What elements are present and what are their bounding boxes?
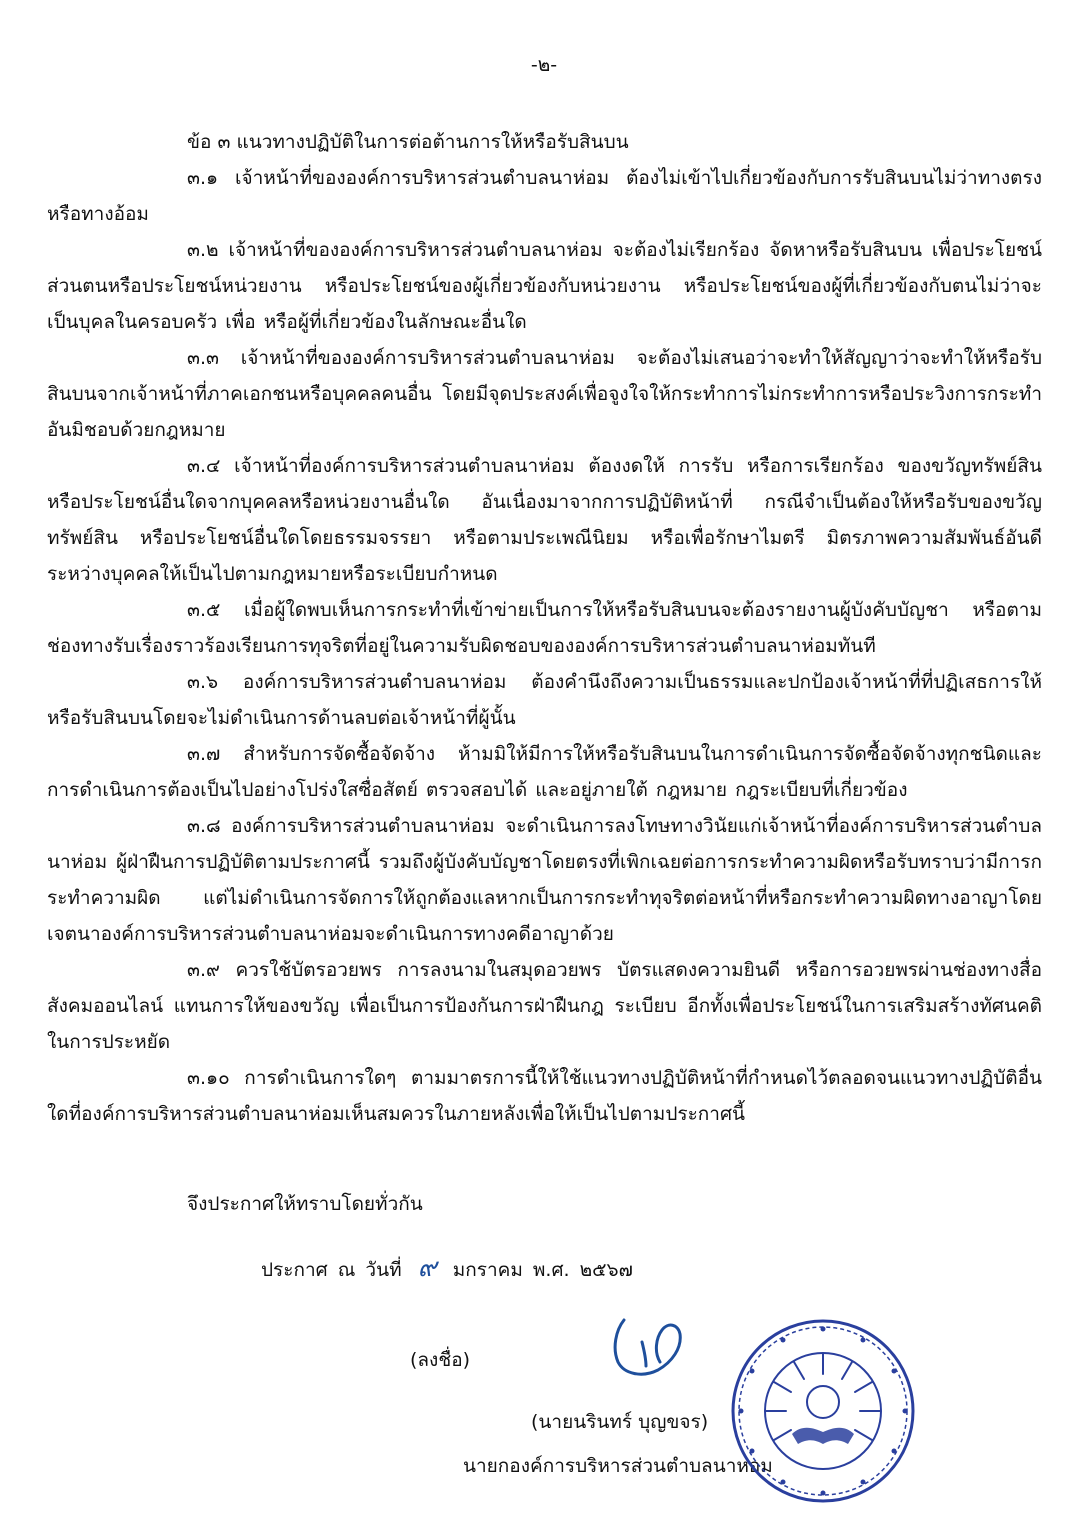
document-body bbox=[47, 124, 1042, 1132]
date-month-year: มกราคม พ.ศ. ๒๕๖๗ bbox=[452, 1259, 633, 1281]
paragraph-3-9: ๓.๙ ควรใช้บัตรอวยพร การลงนามในสมุดอวยพร บัตรแสดงความยินดี หรือการอวยพรผ่านช่องทางสื่อสังคมออนไลน์ แทนการให้ของขวัญ เพื่อเป็นการป้องกันการฝ่าฝืนกฎ ระเบียบ อีกทั้งเพื่อประโยชน์ในการเสริมสร้างทัศนคติในการประหยัด bbox=[47, 959, 1042, 1053]
paragraph-3-1: ๓.๑ เจ้าหน้าที่ขององค์การบริหารส่วนตำบลนาห่อม ต้องไม่เข้าไปเกี่ยวข้องกับการรับสินบนไม่ว่าทางตรงหรือทางอ้อม bbox=[47, 167, 1042, 225]
date-prefix: ประกาศ ณ วันที่ bbox=[261, 1259, 402, 1281]
handwritten-signature bbox=[602, 1312, 692, 1382]
paragraph-3-3: ๓.๓ เจ้าหน้าที่ขององค์การบริหารส่วนตำบลนาห่อม จะต้องไม่เสนอว่าจะทำให้สัญญาว่าจะทำให้หรือรับสินบนจากเจ้าหน้าที่ภาคเอกชนหรือบุคคลคนอื่น โดยมีจุดประสงค์เพื่อจูงใจให้กระทำการไม่กระทำการหรือประวิงการกระทำอันมิชอบด้วยกฎหมาย bbox=[47, 347, 1042, 441]
paragraph-3-5: ๓.๕ เมื่อผู้ใดพบเห็นการกระทำที่เข้าข่ายเป็นการให้หรือรับสินบนจะต้องรายงานผู้บังคับบัญชา หรือตามช่องทางรับเรื่องราวร้องเรียนการทุจริตที่อยู่ในความรับผิดชอบขององค์การบริหารส่วนตำบลนาห่อมทันที bbox=[47, 599, 1042, 657]
paragraph-3-10: ๓.๑๐ การดำเนินการใดๆ ตามมาตรการนี้ให้ใช้แนวทางปฏิบัติหน้าที่กำหนดไว้ตลอดจนแนวทางปฏิบัติอื่นใดที่องค์การบริหารส่วนตำบลนาห่อมเห็นสมควรในภายหลังเพื่อให้เป็นไปตามประกาศนี้ bbox=[47, 1067, 1042, 1125]
official-seal-icon bbox=[728, 1316, 918, 1506]
signer-title: นายกองค์การบริหารส่วนตำบลนาห่อม bbox=[463, 1455, 773, 1477]
paragraph-3-2: ๓.๒ เจ้าหน้าที่ขององค์การบริหารส่วนตำบลนาห่อม จะต้องไม่เรียกร้อง จัดหาหรือรับสินบน เพื่อประโยชน์ส่วนตนหรือประโยชน์หน่วยงาน หรือประโยชน์ของผู้เกี่ยวข้องกับหน่วยงาน หรือประโยชน์ของผู้ที่เกี่ยวข้องกับตนไม่ว่าจะเป็นบุคลในครอบครัว เพื่อ หรือผู้ที่เกี่ยวข้องในลักษณะอื่นใด bbox=[47, 239, 1042, 333]
paragraph-3-7: ๓.๗ สำหรับการจัดซื้อจัดจ้าง ห้ามมิให้มีการให้หรือรับสินบนในการดำเนินการจัดซื้อจัดจ้างทุกชนิดและการดำเนินการต้องเป็นไปอย่างโปร่งใสซื่อสัตย์ ตรวจสอบได้ และอยู่ภายใต้ กฎหมาย กฎระเบียบที่เกี่ยวข้อง bbox=[47, 743, 1042, 801]
signer-name: (นายนรินทร์ บุญขจร) bbox=[531, 1411, 709, 1433]
paragraph-3-8: ๓.๘ องค์การบริหารส่วนตำบลนาห่อม จะดำเนินการลงโทษทางวินัยแก่เจ้าหน้าที่องค์การบริหารส่วนตำบลนาห่อม ผู้ฝ่าฝืนการปฏิบัติตามประกาศนี้ รวมถึงผู้บังคับบัญชาโดยตรงที่เพิกเฉยต่อการกระทำความผิดหรือรับทราบว่ามีการกระทำความผิด แต่ไม่ดำเนินการจัดการให้ถูกต้องแลหากเป็นการกระทำทุจริตต่อหน้าที่หรือกระทำความผิดทางอาญาโดยเจตนาองค์การบริหารส่วนตำบลนาห่อมจะดำเนินการทางคดีอาญาด้วย bbox=[47, 815, 1042, 945]
paragraph-3-4: ๓.๔ เจ้าหน้าที่องค์การบริหารส่วนตำบลนาห่อม ต้องงดให้ การรับ หรือการเรียกร้อง ของขวัญทรัพย์สิน หรือประโยชน์อื่นใดจากบุคคลหรือหน่วยงานอื่นใด อันเนื่องมาจากการปฏิบัติหน้าที่ กรณีจำเป็นต้องให้หรือรับของขวัญ ทรัพย์สิน หรือประโยชน์อื่นใดโดยธรรมจรรยา หรือตามประเพณีนิยม หรือเพื่อรักษาไมตรี มิตรภาพความสัมพันธ์อันดีระหว่างบุคคลให้เป็นไปตามกฎหมายหรือระเบียบกำหนด bbox=[47, 455, 1042, 585]
signed-label: (ลงชื่อ) bbox=[410, 1349, 471, 1371]
closing-statement: จึงประกาศให้ทราบโดยทั่วกัน bbox=[187, 1193, 423, 1215]
section-heading: ข้อ ๓ แนวทางปฏิบัติในการต่อต้านการให้หรือรับสินบน bbox=[187, 131, 629, 153]
page-number: -๒- bbox=[530, 54, 558, 76]
date-day-handwritten: ๙ bbox=[417, 1253, 437, 1283]
paragraph-3-6: ๓.๖ องค์การบริหารส่วนตำบลนาห่อม ต้องคำนึงถึงความเป็นธรรมและปกป้องเจ้าหน้าที่ที่ปฏิเสธการให้หรือรับสินบนโดยจะไม่ดำเนินการด้านลบต่อเจ้าหน้าที่ผู้นั้น bbox=[47, 671, 1042, 729]
announcement-date bbox=[261, 1250, 633, 1288]
